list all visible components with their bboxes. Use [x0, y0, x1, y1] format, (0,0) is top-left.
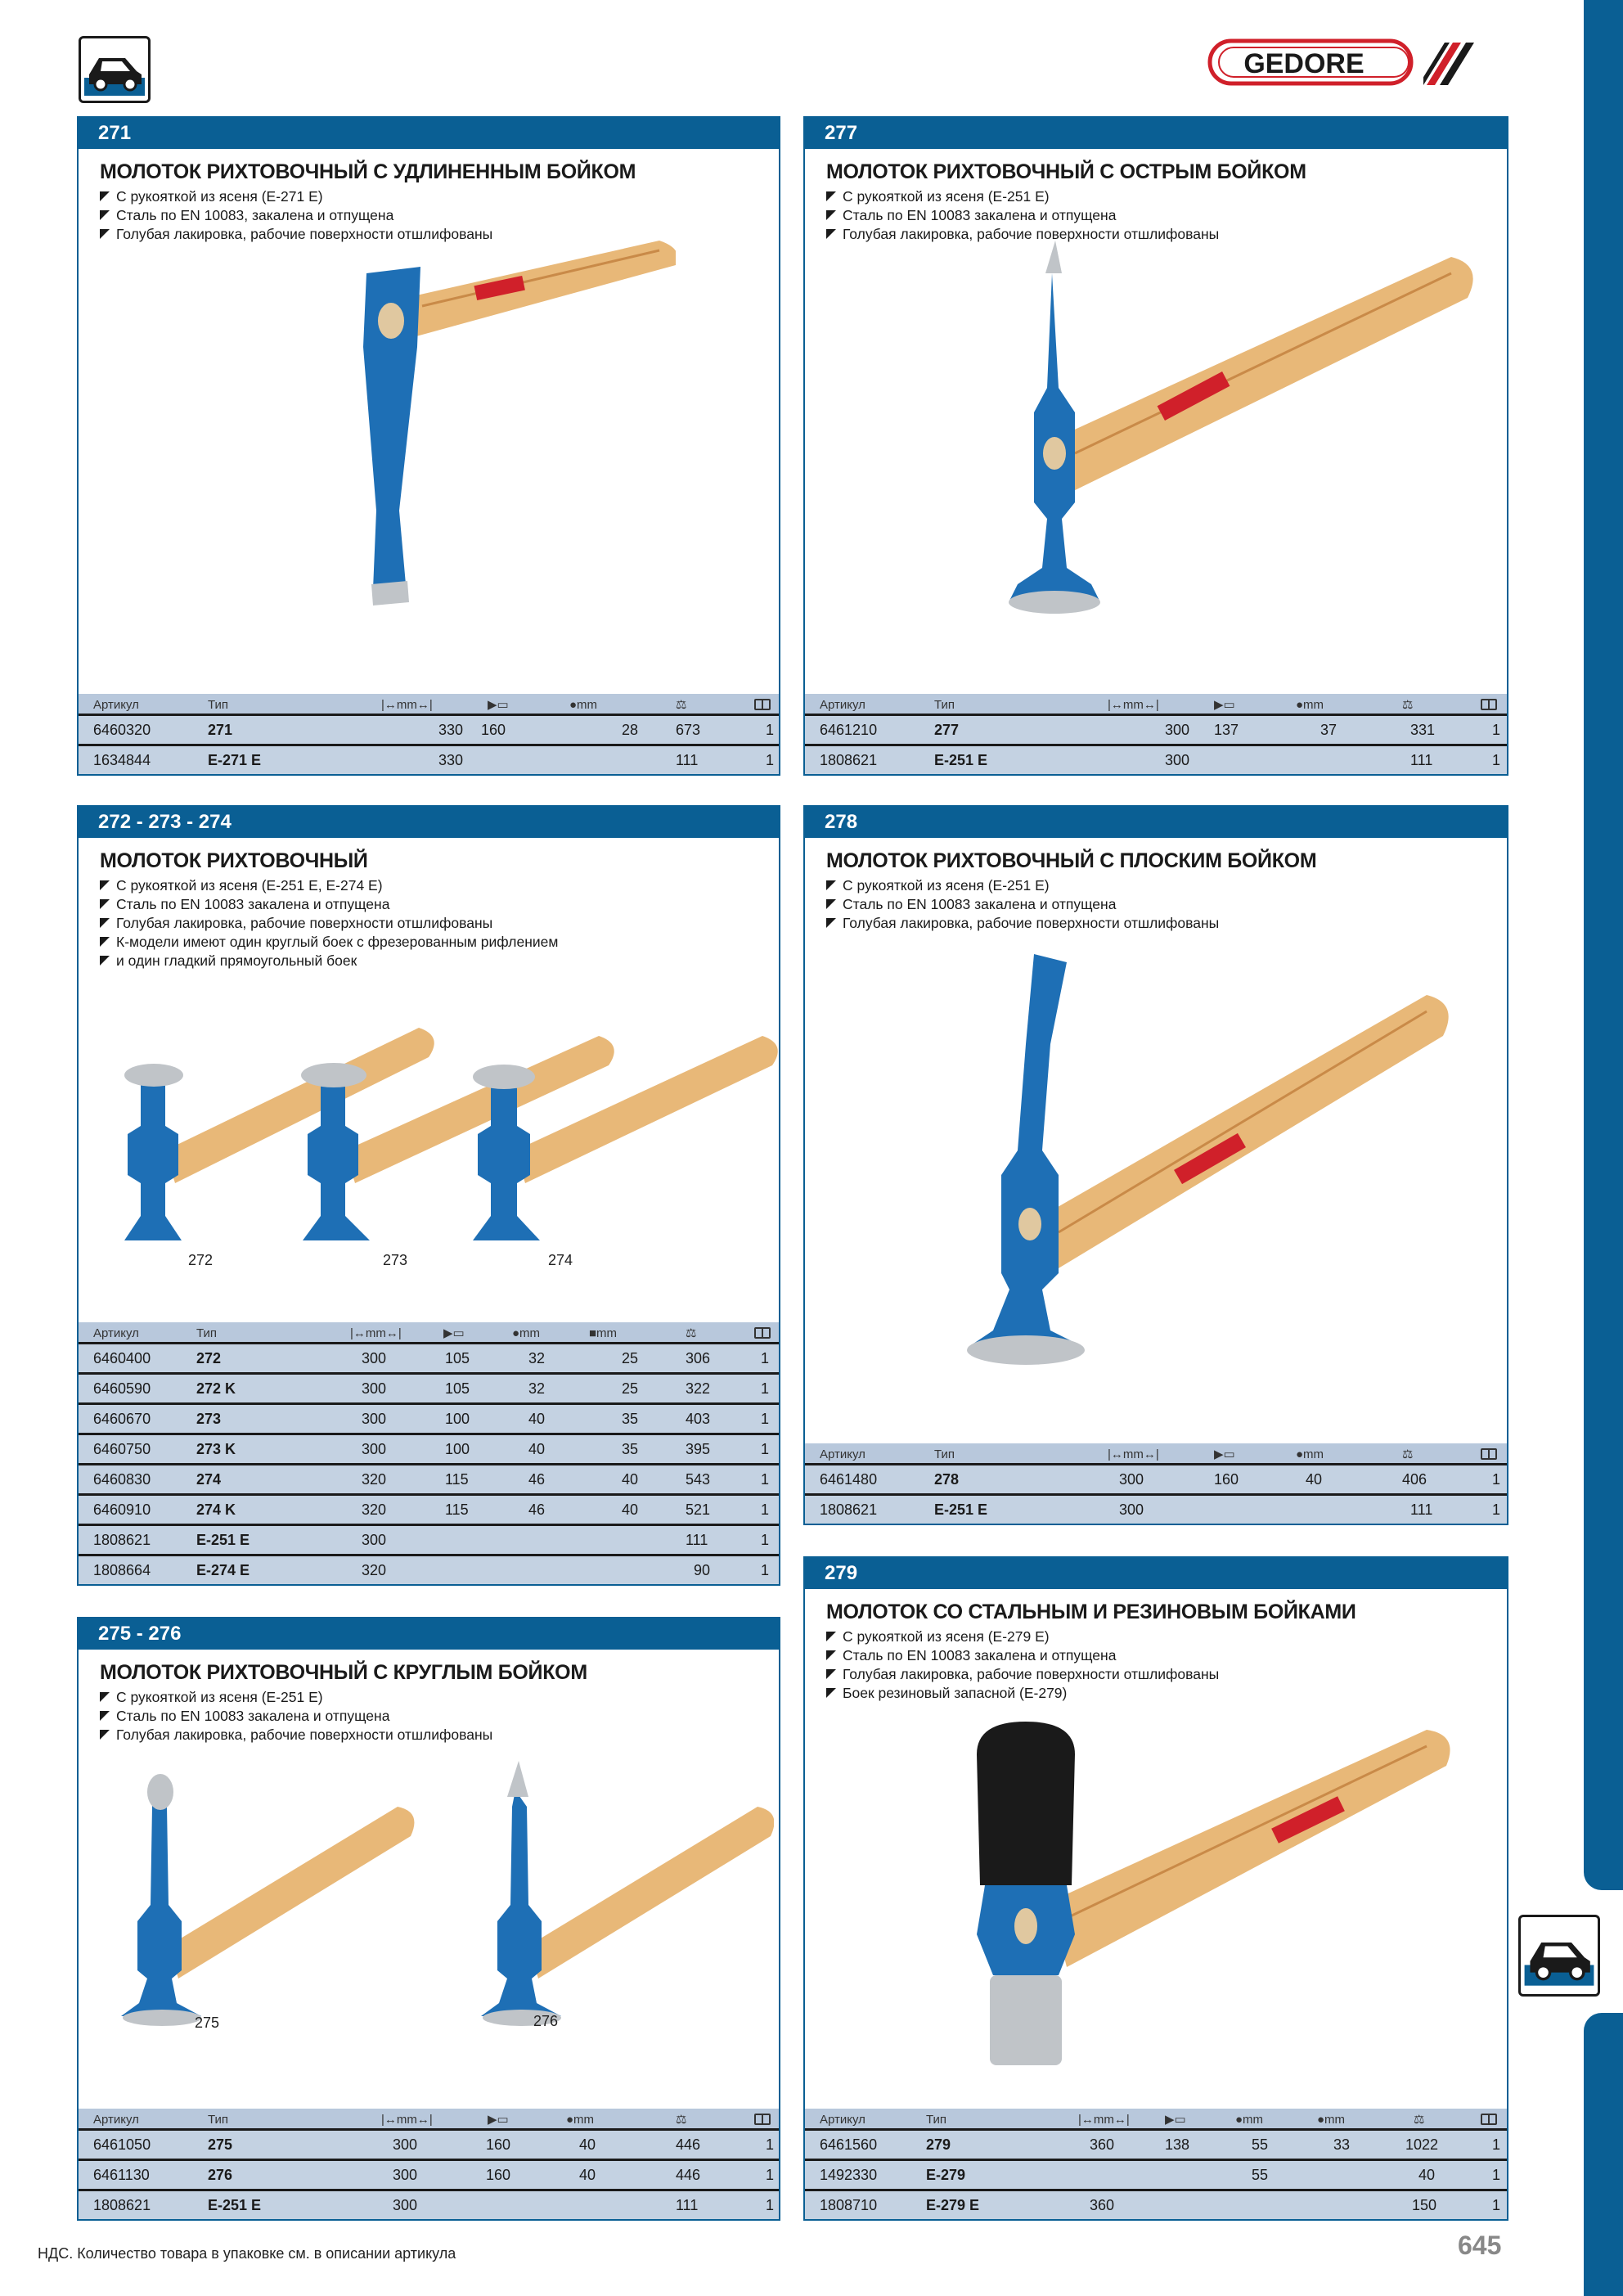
feature-item: Голубая лакировка, рабочие поверхности отшлифованы [826, 225, 1507, 244]
hammer-label: 276 [533, 2013, 559, 2029]
cell-type: E-271 E [208, 752, 262, 768]
cell-type: 274 K [196, 1501, 236, 1518]
cell-type: 273 [196, 1411, 222, 1427]
spec-header [805, 694, 1507, 714]
cell-len: 300 [393, 2197, 418, 2213]
feature-item: С рукояткой из ясеня (E-251 E) [826, 187, 1507, 206]
spec-table [79, 2109, 779, 2219]
cell-len: 300 [362, 1411, 387, 1427]
cell-art: 6461050 [93, 2136, 151, 2153]
hammer-label: 275 [195, 2015, 220, 2031]
cell-c2: 32 [528, 1380, 546, 1397]
cell-weight: 322 [686, 1380, 711, 1397]
feature-item: Сталь по EN 10083 закалена и отпущена [826, 206, 1507, 225]
cell-pack: 1 [1492, 2197, 1501, 2213]
cell-weight: 673 [676, 722, 701, 738]
cell-type: 271 [208, 722, 233, 738]
cell-weight: 446 [676, 2167, 701, 2183]
cell-len: 300 [1119, 1471, 1144, 1488]
gedore-logo [1207, 36, 1420, 88]
cell-len: 300 [362, 1380, 387, 1397]
card-278 [803, 805, 1508, 1525]
cell-len: 330 [438, 752, 464, 768]
cell-art: 1808621 [93, 1532, 151, 1548]
col-art: Артикул [820, 698, 865, 712]
cell-art: 1634844 [93, 752, 151, 768]
cell-art: 6461560 [820, 2136, 878, 2153]
cell-c3: 35 [622, 1411, 639, 1427]
cell-c1: 100 [445, 1441, 470, 1457]
spec-header [805, 1443, 1507, 1463]
table-row[interactable] [79, 1524, 779, 1554]
cell-type: 272 [196, 1350, 222, 1366]
cell-c2: 40 [579, 2167, 596, 2183]
feature-list [826, 1627, 1507, 1703]
col-type: Тип [926, 2113, 947, 2127]
cell-c1: 160 [1214, 1471, 1239, 1488]
cell-len: 320 [362, 1562, 387, 1578]
cell-type: E-251 E [934, 752, 988, 768]
footer-note: НДС. Количество товара в упаковке см. в описании артикула [38, 2245, 456, 2262]
cell-art: 6460590 [93, 1380, 151, 1397]
card-number: 275 - 276 [79, 1618, 779, 1650]
length-icon: |↔mm↔| [381, 698, 433, 712]
feature-item: Голубая лакировка, рабочие поверхности отшлифованы [100, 225, 779, 244]
card-number: 278 [805, 807, 1507, 838]
face-width-icon: ▶▭ [488, 698, 509, 712]
cell-len: 360 [1090, 2136, 1115, 2153]
cell-art: 6461130 [93, 2167, 150, 2183]
cell-c3: 25 [622, 1380, 639, 1397]
table-row[interactable] [79, 2159, 779, 2189]
round-face-icon: ●mm [566, 2113, 595, 2127]
spec-header [79, 694, 779, 714]
cell-pack: 1 [1492, 2136, 1501, 2153]
cell-pack: 1 [1492, 752, 1501, 768]
table-row[interactable] [805, 1463, 1507, 1493]
cell-art: 1492330 [820, 2167, 878, 2183]
length-icon: |↔mm↔| [1108, 698, 1159, 712]
cell-c1: 100 [445, 1411, 470, 1427]
cell-pack: 1 [761, 1471, 770, 1488]
feature-list [100, 1688, 779, 1745]
card-title: МОЛОТОК РИХТОВОЧНЫЙ [100, 849, 368, 872]
length-icon: |↔mm↔| [381, 2113, 433, 2127]
length-icon: |↔mm↔| [350, 1326, 402, 1340]
col-type: Тип [208, 698, 229, 712]
spec-table [79, 1322, 779, 1584]
card-275-276 [77, 1617, 780, 2221]
cell-pack: 1 [1492, 2167, 1501, 2183]
table-row[interactable] [805, 2189, 1507, 2219]
table-row[interactable] [79, 2189, 779, 2219]
length-icon: |↔mm↔| [1078, 2113, 1130, 2127]
cell-len: 360 [1090, 2197, 1115, 2213]
feature-item-continued: и один гладкий прямоугольный боек [100, 952, 779, 970]
cell-c1: 105 [445, 1350, 470, 1366]
cell-type: E-279 E [926, 2197, 980, 2213]
round-face-icon: ●mm [569, 698, 598, 712]
pack-icon [754, 1327, 771, 1339]
face-width-icon: ▶▭ [443, 1326, 465, 1340]
cell-c1: 160 [481, 722, 506, 738]
cell-c1: 137 [1214, 722, 1239, 738]
cell-weight: 331 [1410, 722, 1436, 738]
round-face-icon: ●mm [1296, 1447, 1324, 1461]
cell-weight: 306 [686, 1350, 711, 1366]
cell-c1: 105 [445, 1380, 470, 1397]
cell-type: 278 [934, 1471, 960, 1488]
cell-pack: 1 [766, 2197, 775, 2213]
spec-header [805, 2109, 1507, 2128]
round-face-icon: ●mm [1235, 2113, 1264, 2127]
cell-pack: 1 [761, 1562, 770, 1578]
face-width-icon: ▶▭ [488, 2113, 509, 2127]
cell-type: E-279 [926, 2167, 966, 2183]
table-row[interactable] [805, 2159, 1507, 2189]
cell-type: E-251 E [208, 2197, 262, 2213]
col-art: Артикул [93, 2113, 139, 2127]
cell-art: 6461480 [820, 1471, 878, 1488]
table-row[interactable] [805, 1493, 1507, 1524]
table-row[interactable] [805, 744, 1507, 774]
pack-icon [1481, 1448, 1497, 1460]
cell-pack: 1 [766, 2167, 775, 2183]
cell-weight: 446 [676, 2136, 701, 2153]
hammer-277-image[interactable] [960, 224, 1484, 666]
table-row[interactable] [79, 2128, 779, 2159]
col-type: Тип [208, 2113, 229, 2127]
feature-item: Голубая лакировка, рабочие поверхности отшлифованы [100, 1726, 779, 1745]
card-271 [77, 116, 780, 776]
feature-item: Сталь по EN 10083 закалена и отпущена [826, 1646, 1507, 1665]
feature-item: Сталь по EN 10083 закалена и отпущена [826, 895, 1507, 914]
weight-icon: ⚖ [1402, 698, 1414, 712]
cell-c2: 55 [1252, 2167, 1269, 2183]
cell-weight: 111 [676, 752, 699, 768]
cell-c2: 37 [1320, 722, 1338, 738]
card-title: МОЛОТОК РИХТОВОЧНЫЙ С ОСТРЫМ БОЙКОМ [826, 160, 1306, 183]
feature-item: Голубая лакировка, рабочие поверхности отшлифованы [826, 914, 1507, 933]
table-row[interactable] [79, 1433, 779, 1463]
cell-pack: 1 [766, 752, 775, 768]
cell-pack: 1 [766, 722, 775, 738]
card-number: 271 [79, 118, 779, 149]
cell-pack: 1 [761, 1411, 770, 1427]
cell-c1: 160 [486, 2136, 511, 2153]
feature-item: С рукояткой из ясеня (E-251 E) [826, 876, 1507, 895]
weight-icon: ⚖ [1402, 1447, 1414, 1461]
cell-c3: 40 [622, 1501, 639, 1518]
card-number: 279 [805, 1558, 1507, 1589]
cell-c2: 40 [579, 2136, 596, 2153]
cell-pack: 1 [761, 1501, 770, 1518]
cell-art: 1808621 [93, 2197, 151, 2213]
cell-len: 300 [362, 1350, 387, 1366]
cell-type: 279 [926, 2136, 951, 2153]
col-art: Артикул [820, 2113, 865, 2127]
cell-c2: 40 [528, 1411, 546, 1427]
cell-c2: 55 [1252, 2136, 1269, 2153]
cell-pack: 1 [1492, 1501, 1501, 1518]
feature-item: Сталь по EN 10083 закалена и отпущена [100, 895, 779, 914]
col-type: Тип [196, 1326, 218, 1340]
pack-icon [754, 699, 771, 710]
spec-table [805, 694, 1507, 774]
page-number: 645 [1458, 2231, 1502, 2260]
round-face-icon: ●mm [512, 1326, 541, 1340]
cell-c3: 35 [622, 1441, 639, 1457]
gedore-logo-text: GEDORE [1243, 48, 1364, 79]
cell-art: 6461210 [820, 722, 878, 738]
cell-c1: 115 [445, 1471, 469, 1488]
hammer-label: 272 [188, 1252, 214, 1268]
cell-weight: 40 [1418, 2167, 1436, 2183]
feature-item: С рукояткой из ясеня (E-251 E, E-274 E) [100, 876, 779, 895]
hammer-label: 274 [548, 1252, 573, 1268]
cell-weight: 111 [1410, 1501, 1433, 1518]
cell-pack: 1 [761, 1532, 770, 1548]
gedore-stripes-icon [1423, 39, 1476, 89]
cell-type: 273 K [196, 1441, 236, 1457]
col-art: Артикул [93, 698, 139, 712]
card-title: МОЛОТОК РИХТОВОЧНЫЙ С УДЛИНЕННЫМ БОЙКОМ [100, 160, 636, 183]
cell-art: 6460320 [93, 722, 151, 738]
spec-table [805, 1443, 1507, 1524]
card-272-273-274 [77, 805, 780, 1586]
feature-list [100, 876, 779, 970]
pack-icon [754, 2114, 771, 2125]
spec-table [805, 2109, 1507, 2219]
square-face-icon: ●mm [1317, 2113, 1346, 2127]
weight-icon: ⚖ [1414, 2113, 1425, 2127]
weight-icon: ⚖ [676, 698, 687, 712]
feature-item: К-модели имеют один круглый боек с фрезерованным рифлением [100, 933, 779, 952]
cell-art: 1808664 [93, 1562, 151, 1578]
cell-len: 300 [393, 2136, 418, 2153]
cell-c1: 115 [445, 1501, 469, 1518]
car-category-side-icon[interactable] [1518, 1915, 1600, 1997]
cell-weight: 543 [686, 1471, 711, 1488]
feature-item: С рукояткой из ясеня (E-251 E) [100, 1688, 779, 1707]
face-width-icon: ▶▭ [1214, 1447, 1235, 1461]
card-number: 272 - 273 - 274 [79, 807, 779, 838]
cell-weight: 111 [676, 2197, 699, 2213]
cell-art: 1808621 [820, 752, 878, 768]
cell-art: 1808621 [820, 1501, 878, 1518]
feature-item: Сталь по EN 10083 закалена и отпущена [100, 1707, 779, 1726]
cell-len: 320 [362, 1501, 387, 1518]
table-row[interactable] [79, 744, 779, 774]
card-279 [803, 1556, 1508, 2221]
table-row[interactable] [805, 714, 1507, 744]
cell-c2: 46 [528, 1471, 546, 1488]
cell-pack: 1 [761, 1441, 770, 1457]
hammer-279-image[interactable] [952, 1722, 1459, 2082]
feature-item: С рукояткой из ясеня (E-271 E) [100, 187, 779, 206]
cell-type: 275 [208, 2136, 233, 2153]
feature-item: Сталь по EN 10083, закалена и отпущена [100, 206, 779, 225]
cell-pack: 1 [761, 1380, 770, 1397]
cell-c2: 40 [1306, 1471, 1323, 1488]
pack-icon [1481, 2114, 1497, 2125]
cell-c2: 40 [528, 1441, 546, 1457]
hammer-label: 273 [383, 1252, 408, 1268]
cell-type: E-274 E [196, 1562, 250, 1578]
card-title: МОЛОТОК РИХТОВОЧНЫЙ С КРУГЛЫМ БОЙКОМ [100, 1661, 587, 1684]
col-art: Артикул [93, 1326, 139, 1340]
table-row[interactable] [79, 1463, 779, 1493]
cell-pack: 1 [761, 1350, 770, 1366]
car-category-icon[interactable] [79, 36, 151, 103]
weight-icon: ⚖ [686, 1326, 697, 1340]
feature-list [826, 876, 1507, 933]
cell-pack: 1 [766, 2136, 775, 2153]
weight-icon: ⚖ [676, 2113, 687, 2127]
cell-pack: 1 [1492, 1471, 1501, 1488]
cell-len: 300 [1119, 1501, 1144, 1518]
hammer-278-image[interactable] [919, 946, 1459, 1404]
spec-table [79, 694, 779, 774]
col-art: Артикул [820, 1447, 865, 1461]
feature-item: Боек резиновый запасной (E-279) [826, 1684, 1507, 1703]
table-row[interactable] [79, 1372, 779, 1402]
cell-weight: 403 [686, 1411, 711, 1427]
cell-weight: 395 [686, 1441, 711, 1457]
card-277 [803, 116, 1508, 776]
feature-item: С рукояткой из ясеня (E-279 E) [826, 1627, 1507, 1646]
cell-art: 1808710 [820, 2197, 878, 2213]
col-type: Тип [934, 698, 955, 712]
cell-weight: 1022 [1405, 2136, 1439, 2153]
cell-c3: 40 [622, 1471, 639, 1488]
feature-item: Голубая лакировка, рабочие поверхности отшлифованы [100, 914, 779, 933]
face-width-icon: ▶▭ [1214, 698, 1235, 712]
cell-weight: 521 [686, 1501, 711, 1518]
table-row[interactable] [79, 1342, 779, 1372]
length-icon: |↔mm↔| [1108, 1447, 1159, 1461]
cell-len: 300 [362, 1532, 387, 1548]
cell-type: E-251 E [934, 1501, 988, 1518]
cell-c1: 160 [486, 2167, 511, 2183]
spec-header [79, 2109, 779, 2128]
hammers-275-276-image[interactable] [103, 1758, 774, 2028]
cell-weight: 150 [1412, 2197, 1437, 2213]
table-row[interactable] [805, 2128, 1507, 2159]
cell-weight: 406 [1402, 1471, 1427, 1488]
cell-c2: 32 [528, 1350, 546, 1366]
cell-type: 272 K [196, 1380, 236, 1397]
hammer-271-image[interactable] [316, 232, 676, 658]
cell-c2: 46 [528, 1501, 546, 1518]
cell-type: 276 [208, 2167, 233, 2183]
cell-type: 277 [934, 722, 960, 738]
cell-type: 274 [196, 1471, 222, 1488]
cell-type: E-251 E [196, 1532, 250, 1548]
card-number: 277 [805, 118, 1507, 149]
cell-pack: 1 [1492, 722, 1501, 738]
hammers-272-274-image[interactable] [108, 1011, 779, 1281]
cell-c1: 138 [1165, 2136, 1190, 2153]
cell-len: 300 [393, 2167, 418, 2183]
cell-len: 300 [1165, 722, 1190, 738]
feature-item: Голубая лакировка, рабочие поверхности отшлифованы [826, 1665, 1507, 1684]
table-row[interactable] [79, 1554, 779, 1584]
cell-len: 300 [362, 1441, 387, 1457]
card-title: МОЛОТОК РИХТОВОЧНЫЙ С ПЛОСКИМ БОЙКОМ [826, 849, 1317, 872]
square-face-icon: ■mm [589, 1326, 618, 1340]
cell-art: 6460910 [93, 1501, 151, 1518]
card-title: МОЛОТОК СО СТАЛЬНЫМ И РЕЗИНОВЫМ БОЙКАМИ [826, 1600, 1356, 1623]
cell-weight: 90 [694, 1562, 711, 1578]
cell-len: 330 [438, 722, 464, 738]
face-width-icon: ▶▭ [1165, 2113, 1186, 2127]
col-type: Тип [934, 1447, 955, 1461]
cell-c3: 25 [622, 1350, 639, 1366]
cell-art: 6460400 [93, 1350, 151, 1366]
cell-len: 320 [362, 1471, 387, 1488]
pack-icon [1481, 699, 1497, 710]
table-row[interactable] [79, 1402, 779, 1433]
cell-weight: 111 [686, 1532, 708, 1548]
table-row[interactable] [79, 714, 779, 744]
cell-len: 300 [1165, 752, 1190, 768]
cell-c2: 28 [622, 722, 639, 738]
spec-header [79, 1322, 779, 1342]
side-tab-lower [1584, 2013, 1623, 2296]
cell-weight: 111 [1410, 752, 1433, 768]
cell-art: 6460830 [93, 1471, 151, 1488]
cell-art: 6460750 [93, 1441, 151, 1457]
cell-art: 6460670 [93, 1411, 151, 1427]
side-tab-upper [1584, 0, 1623, 1890]
table-row[interactable] [79, 1493, 779, 1524]
round-face-icon: ●mm [1296, 698, 1324, 712]
cell-c3: 33 [1333, 2136, 1351, 2153]
